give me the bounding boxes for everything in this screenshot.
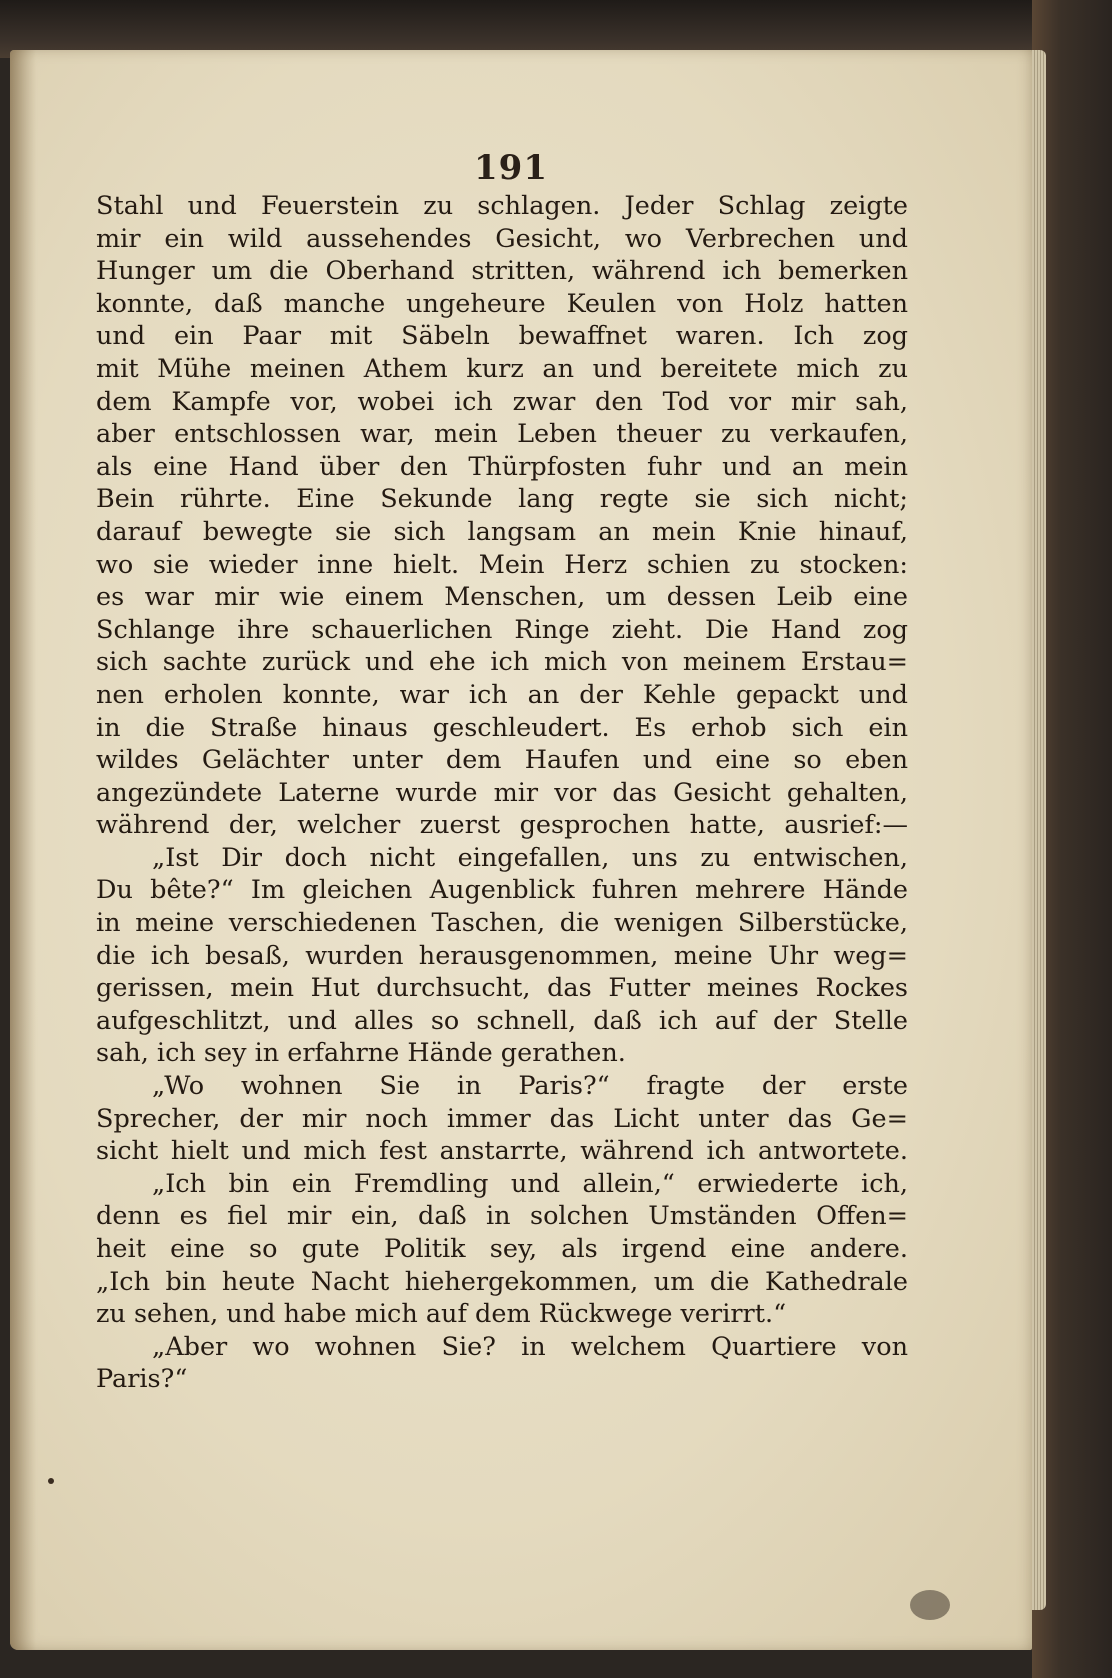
text-line: heit eine so gute Politik sey, als irgend eine andere. bbox=[96, 1234, 908, 1264]
text-line: als eine Hand über den Thürpfosten fuhr und an mein bbox=[96, 451, 908, 482]
page-number: 191 bbox=[474, 148, 548, 188]
text-line: angezündete Laterne wurde mir vor das Gesicht gehalten, bbox=[96, 777, 908, 808]
text-line: Stahl und Feuerstein zu schlagen. Jeder Schlag zeigte bbox=[96, 191, 908, 221]
text-line: Du bête?“ Im gleichen Augenblick fuhren mehrere Hände bbox=[96, 875, 908, 906]
text-line: Hunger um die Oberhand stritten, während ich bemerken bbox=[96, 256, 908, 287]
text-line: denn es fiel mir ein, daß in solchen Umständen Offen= bbox=[96, 1201, 908, 1232]
text-line: sah, ich sey in erfahrne Hände gerathen. bbox=[96, 1038, 626, 1069]
text-line: Paris?“ bbox=[96, 1364, 188, 1395]
page-gutter-shadow bbox=[10, 50, 36, 1650]
page-stain bbox=[910, 1590, 950, 1620]
text-line: wildes Gelächter unter dem Haufen und eine so eben bbox=[96, 745, 908, 776]
text-line: konnte, daß manche ungeheure Keulen von Holz hatten bbox=[96, 288, 908, 319]
text-line: aber entschlossen war, mein Leben theuer zu verkaufen, bbox=[96, 419, 908, 450]
text-line: „Aber wo wohnen Sie? in welchem Quartiere von bbox=[152, 1331, 908, 1362]
text-line: in die Straße hinaus geschleudert. Es erhob sich ein bbox=[96, 712, 908, 743]
text-line: dem Kampfe vor, wobei ich zwar den Tod vor mir sah, bbox=[96, 386, 908, 417]
text-line: während der, welcher zuerst gesprochen hatte, ausrief:— bbox=[96, 810, 908, 841]
text-line: mir ein wild aussehendes Gesicht, wo Verbrechen und bbox=[96, 223, 908, 254]
text-line: in meine verschiedenen Taschen, die wenigen Silberstücke, bbox=[96, 908, 908, 939]
text-line: „Ich bin heute Nacht hiehergekommen, um die Kathedrale bbox=[96, 1266, 908, 1297]
text-line: zu sehen, und habe mich auf dem Rückwege verirrt.“ bbox=[96, 1299, 787, 1330]
text-line: Sprecher, der mir noch immer das Licht unter das Ge= bbox=[96, 1103, 908, 1134]
text-line: aufgeschlitzt, und alles so schnell, daß ich auf der Stelle bbox=[96, 1005, 908, 1036]
text-line: nen erholen konnte, war ich an der Kehle gepackt und bbox=[96, 679, 908, 710]
text-line: darauf bewegte sie sich langsam an mein Knie hinauf, bbox=[96, 516, 908, 547]
text-line: und ein Paar mit Säbeln bewaffnet waren. Ich zog bbox=[96, 321, 908, 352]
text-line: „Wo wohnen Sie in Paris?“ fragte der erste bbox=[152, 1071, 908, 1102]
text-line: es war mir wie einem Menschen, um dessen Leib eine bbox=[96, 582, 908, 613]
text-line: „Ich bin ein Fremdling und allein,“ erwiederte ich, bbox=[152, 1168, 908, 1199]
text-line: wo sie wieder inne hielt. Mein Herz schien zu stocken: bbox=[96, 549, 908, 580]
ink-speck bbox=[48, 1478, 54, 1484]
text-line: „Ist Dir doch nicht eingefallen, uns zu entwischen, bbox=[152, 842, 908, 873]
text-line: sich sachte zurück und ehe ich mich von meinem Erstau= bbox=[96, 647, 908, 678]
text-line: mit Mühe meinen Athem kurz an und bereitete mich zu bbox=[96, 353, 908, 384]
text-line: gerissen, mein Hut durchsucht, das Futter meines Rockes bbox=[96, 973, 908, 1004]
text-line: Bein rührte. Eine Sekunde lang regte sie sich nicht; bbox=[96, 484, 908, 515]
text-line: Schlange ihre schauerlichen Ringe zieht. Die Hand zog bbox=[96, 614, 908, 645]
text-line: sicht hielt und mich fest anstarrte, während ich antwortete. bbox=[96, 1136, 908, 1167]
body-text bbox=[96, 190, 908, 1396]
text-line: die ich besaß, wurden herausgenommen, meine Uhr weg= bbox=[96, 940, 908, 971]
